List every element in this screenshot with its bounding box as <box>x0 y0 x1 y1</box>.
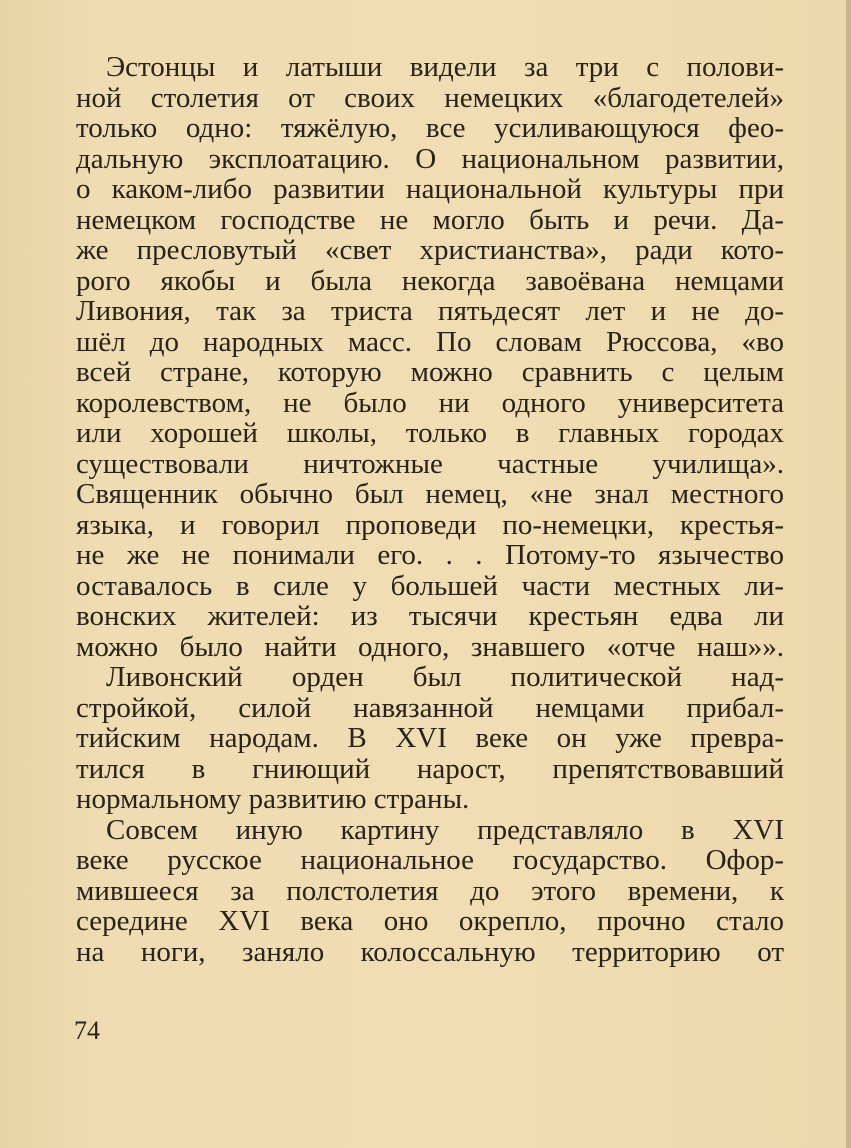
text-line: тился в гниющий нарост, препятствовавший <box>76 752 784 785</box>
text-line: нормальному развитию страны. <box>76 783 470 815</box>
text-line: не же не понимали его. . . Потому-то язычество <box>76 539 784 571</box>
text-line: Ливонский орден был политической над- <box>106 661 784 693</box>
text-line: немецком господстве не могло быть и речи. Да- <box>76 203 784 236</box>
text-line: или хорошей школы, только в главных городах <box>76 417 784 449</box>
text-line: существовали ничтожные частные училища». <box>76 447 784 480</box>
text-line: Ливония, так за триста пятьдесят лет и не до- <box>76 295 784 327</box>
text-line: оставалось в силе у большей части местных ли- <box>76 569 784 602</box>
body-text <box>76 52 784 967</box>
text-line: вонских жителей: из тысячи крестьян едва ли <box>76 600 784 632</box>
text-line: королевством, не было ни одного университета <box>76 386 784 419</box>
text-line: о каком-либо развитии национальной культуры при <box>76 173 784 205</box>
text-line: ной столетия от своих немецких «благодетелей» <box>76 81 784 114</box>
page-number: 74 <box>74 1016 100 1045</box>
text-line: Совсем иную картину представляло в XVI <box>106 813 784 846</box>
text-line: веке русское национальное государство. Офор- <box>76 844 784 876</box>
text-line: мившееся за полстолетия до этого времени, к <box>76 874 784 907</box>
text-line: только одно: тяжёлую, все усиливающуюся фео- <box>76 112 784 144</box>
paragraph-1 <box>76 52 784 662</box>
text-line: языка, и говорил проповеди по-немецки, крестья- <box>76 508 784 541</box>
text-line: можно было найти одного, знавшего «отче наш»». <box>76 630 784 663</box>
text-line: Эстонцы и латыши видели за три с полови- <box>106 51 784 83</box>
text-line: рого якобы и была некогда завоёвана немцами <box>76 264 784 297</box>
paragraph-2 <box>76 662 784 815</box>
text-line: стройкой, силой навязанной немцами прибал- <box>76 691 784 724</box>
page-edge <box>846 0 851 1148</box>
text-line: же пресловутый «свет христианства», ради кото- <box>76 234 784 266</box>
text-line: на ноги, заняло колоссальную территорию от <box>76 935 784 968</box>
text-line: дальную эксплоатацию. О национальном развитии, <box>76 142 784 175</box>
text-line: середине XVI века оно окрепло, прочно стало <box>76 905 784 937</box>
text-line: шёл до народных масс. По словам Рюссова, «во <box>76 325 784 358</box>
text-line: Священник обычно был немец, «не знал местного <box>76 478 784 510</box>
text-line: тийским народам. В XVI веке он уже превра- <box>76 722 784 754</box>
text-line: всей стране, которую можно сравнить с целым <box>76 356 784 388</box>
paragraph-3 <box>76 815 784 968</box>
